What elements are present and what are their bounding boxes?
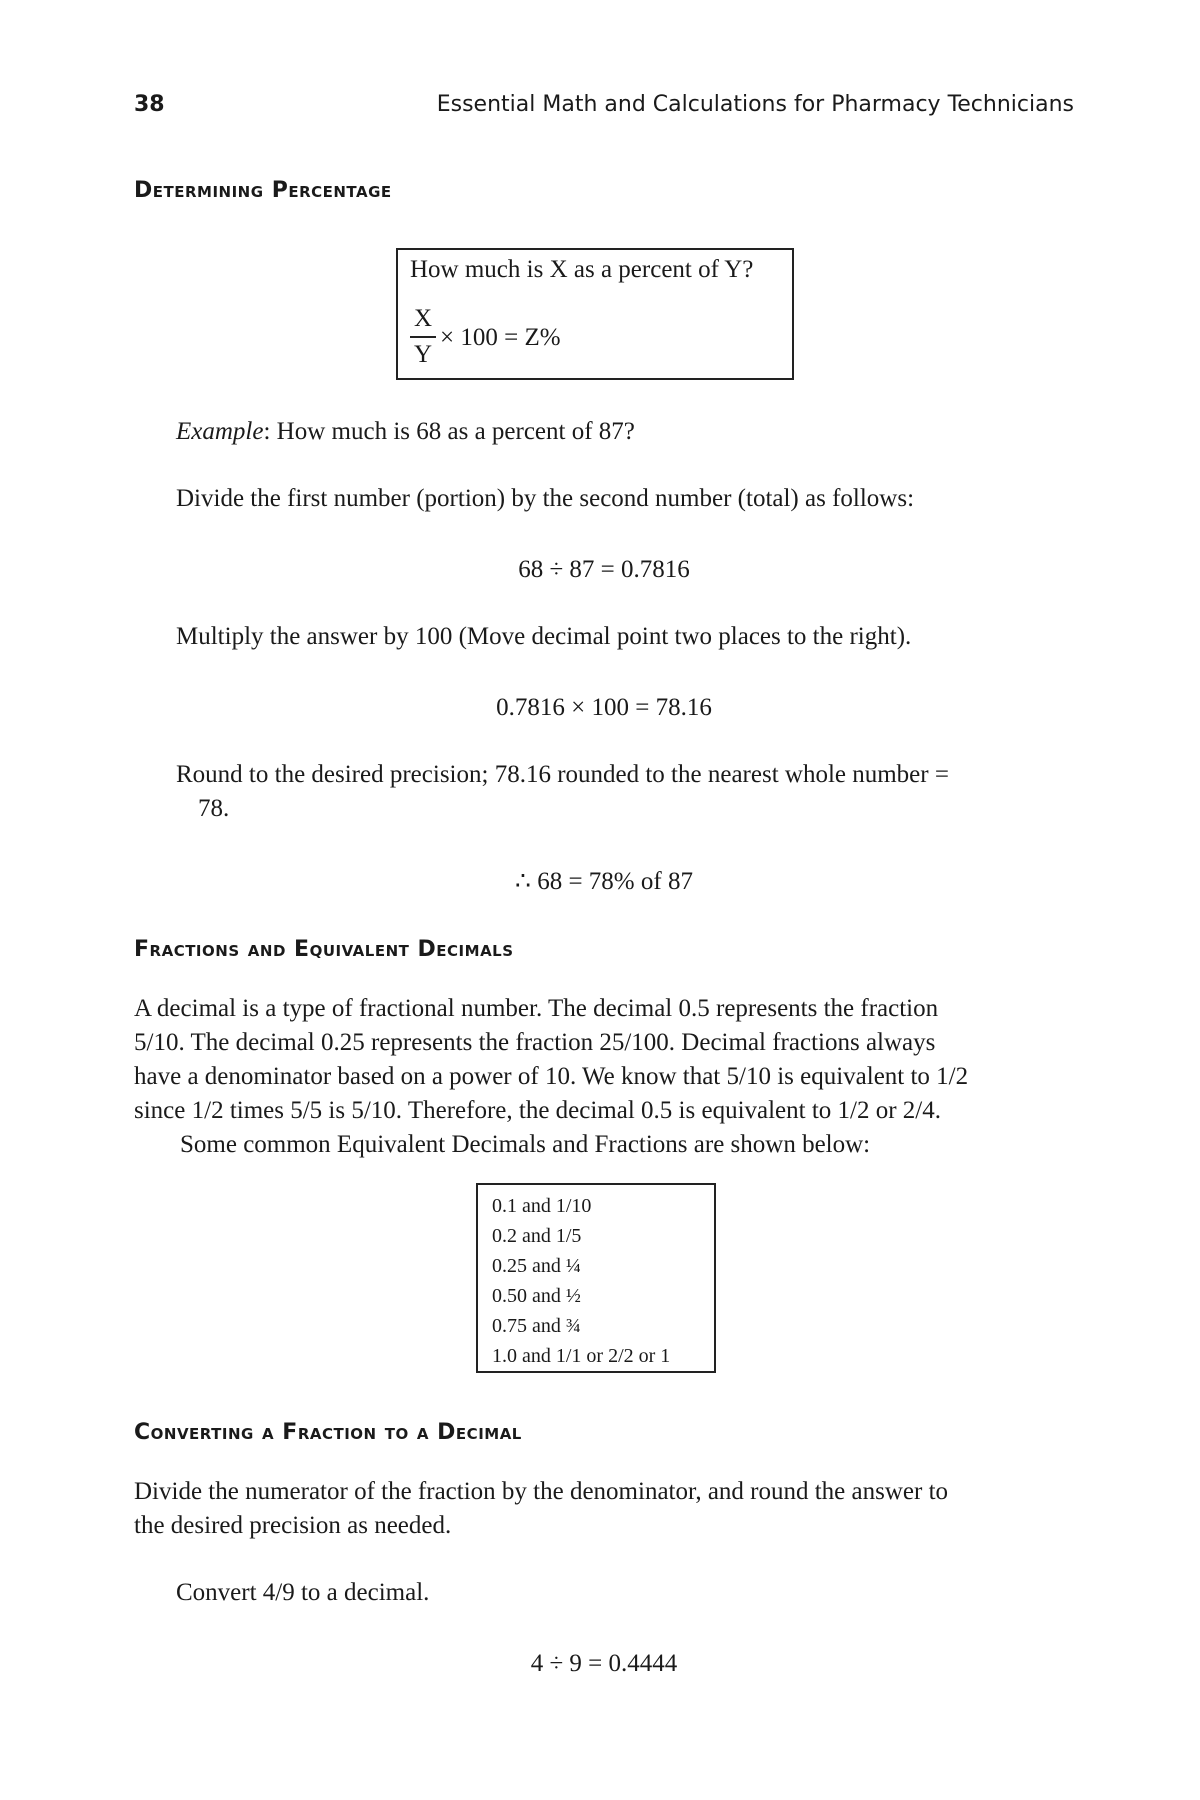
example-label: Example [176,418,264,445]
fraction-numerator: X [413,305,433,332]
table-row: 0.75 and ¾ [492,1315,581,1337]
running-head [134,92,1074,122]
section-heading-fractions: Fractions and Equivalent Decimals [134,937,514,962]
table-row: 0.2 and 1/5 [492,1225,582,1247]
equation-multiply: 0.7816 × 100 = 78.16 [496,694,712,721]
step-multiply: Multiply the answer by 100 (Move decimal point two places to the right). [176,623,912,650]
conclusion: ∴ 68 = 78% of 87 [515,868,693,895]
converting-example: Convert 4/9 to a decimal. [176,1579,430,1606]
section-heading-converting: Converting a Fraction to a Decimal [134,1420,522,1445]
running-title: Essential Math and Calculations for Pharmacy Technicians [436,92,1074,117]
fractions-paragraph-line: 5/10. The decimal 0.25 represents the fraction 25/100. Decimal fractions always [134,1029,936,1056]
equivalents-table [476,1183,716,1373]
equation-convert: 4 ÷ 9 = 0.4444 [530,1650,678,1677]
formula-fraction [410,304,436,370]
fraction-bar [410,336,436,338]
formula-expression: × 100 = Z% [440,324,561,351]
equation-divide: 68 ÷ 87 = 0.7816 [518,556,690,583]
fractions-paragraph-line: have a denominator based on a power of 10. We know that 5/10 is equivalent to 1/2 [134,1063,969,1090]
fractions-paragraph-line: since 1/2 times 5/5 is 5/10. Therefore, the decimal 0.5 is equivalent to 1/2 or 2/4. [134,1097,942,1124]
step-divide: Divide the first number (portion) by the second number (total) as follows: [176,485,915,512]
fraction-denominator: Y [413,341,433,368]
formula-box [396,248,794,380]
step-round-line2: 78. [198,795,230,822]
example-text: : How much is 68 as a percent of 87? [263,418,635,445]
converting-paragraph-line: Divide the numerator of the fraction by the denominator, and round the answer to [134,1478,949,1505]
equivalents-intro: Some common Equivalent Decimals and Fractions are shown below: [180,1131,871,1158]
formula-question: How much is X as a percent of Y? [410,256,754,283]
example-line [176,415,635,449]
table-row: 0.25 and ¼ [492,1255,581,1277]
table-row: 0.50 and ½ [492,1285,581,1307]
table-row: 1.0 and 1/1 or 2/2 or 1 [492,1345,671,1367]
fractions-paragraph-line: A decimal is a type of fractional number. The decimal 0.5 represents the fraction [134,995,939,1022]
step-round-line1: Round to the desired precision; 78.16 rounded to the nearest whole number = [176,761,949,788]
table-row: 0.1 and 1/10 [492,1195,592,1217]
page-number: 38 [134,92,165,117]
section-heading-percentage: Determining Percentage [134,178,392,203]
converting-paragraph-line: the desired precision as needed. [134,1512,452,1539]
